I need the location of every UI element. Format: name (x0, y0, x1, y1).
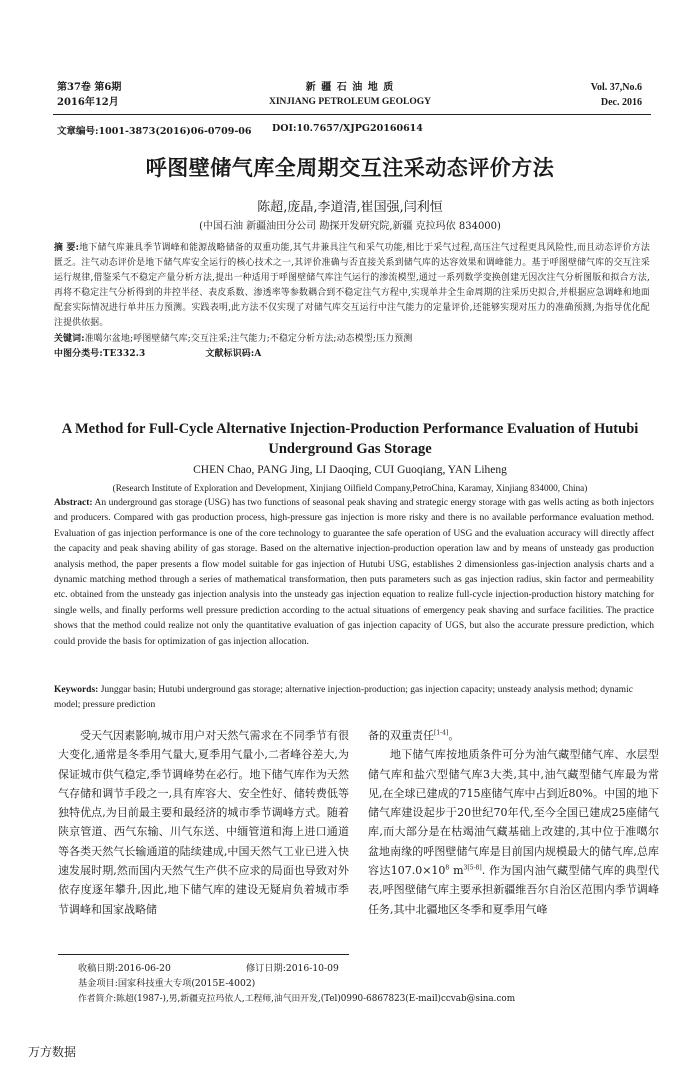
abstract-en-text: An underground gas storage (USG) has two functions of seasonal peak shaving and strategic energy storage with gas wells acting as both injectors and producers. Compared with gas production process, high-pressure gas injection is more risky and there is no available performance evaluation method. Evaluation of gas injection performance is one of the core technology to guarantee the safe operation of USG and the evaluation accuracy will directly affect the capacity and peak shaving ability of gas storage. Based on the alternative injection-production operation law and by means of unsteady gas production analysis method, the paper presents a flow model suitable for gas injection of Hutubi USG, establishes 2 dimensionless gas-injection analysis charts and a dynamic matching method through a series of mathematical transformation, then puts parameters such as gas injection radius, skin factor and permeability etc. obtained from the unsteady gas injection analysis into the unsteady gas injection equation to realize full-cycle injection-production history matching for single wells, and finally performs well pressure prediction according to the actual situations of emergency peak shaving and surface facilities. The practice shows that the method could realize not only the quantitative evaluation of gas injection capacity of UGS, but also the accurate pressure prediction, which could provide the basis for optimization of gas injection allocation. (54, 498, 654, 647)
received-date: 收稿日期:2016-06-20 (78, 963, 171, 974)
article-number: 文章编号:1001-3873(2016)06-0709-06 (57, 126, 252, 137)
journal-volume-en: Vol. 37,No.6 (590, 82, 642, 93)
journal-name-cn: 新 疆 石 油 地 质 (305, 82, 395, 93)
doc-code: A (254, 348, 262, 359)
abstract-cn (54, 241, 650, 362)
doc-code-label: 文献标识码: (205, 348, 255, 359)
abstract-cn-label: 摘 要: (54, 243, 80, 253)
body-paragraph: 受天气因素影响,城市用户对天然气需求在不同季节有很大变化,通常是冬季用气量大,夏季用气量小,二者峰谷差大,为保证城市供气稳定,季节调峰势在必行。地下储气库作为天然气存储和调节手段之一,具有库容大、安全性好、储转费低等独特优点,为目前最主要和最经济的城市季节调峰方式。随着陕京管道、西气东输、川气东送、中缅管道和海上进口通道等各类天然气长输通道的陆续建成,中国天然气工业已进入快速发展时期,然而国内天然气生产供不应求的局面也导致对外依存度逐年攀升,因此,地下储气库的建设无疑肩负着城市季节调峰和国家战略储 (58, 729, 349, 916)
keywords-cn: 准噶尔盆地;呼图壁储气库;交互注采;注气能力;不稳定分析方法;动态模型;压力预测 (84, 333, 413, 344)
affiliation-cn: (中国石油 新疆油田分公司 勘探开发研究院,新疆 克拉玛依 834000) (199, 221, 501, 232)
abstract-en (54, 496, 654, 650)
keywords-en-block (54, 683, 654, 714)
body-paragraph: 地下储气库按地质条件可分为油气藏型储气库、水层型储气库和盐穴型储气库3大类,其中,油气藏型储气库最为常见,在全球已建成的715座储气库中占到近80%。中国的地下储气库建设起步于20世纪70年代,至今全国已建成25座储气库,而大部分是在枯竭油气藏基础上改建的,其中位于准噶尔盆地南缘的呼图壁储气库是目前国内规模最大的储气库,总库容达$107.0\times 10^8$ $m^{3[5-8]}$. 作为国内油气藏型储气库的典型代表,呼图壁储气库主要承担新疆维吾尔自治区范围内季节调峰任务,其中北疆地区冬季和夏季用气峰 (368, 748, 659, 916)
citation: 3[5-8] (463, 864, 482, 872)
keywords-en-label: Keywords: (54, 685, 99, 695)
body-paragraph: 备的双重责任[1-4]。 (368, 729, 460, 742)
journal-date-en: Dec. 2016 (600, 97, 642, 108)
body-column-right (368, 726, 659, 919)
title-cn: 呼图壁储气库全周期交互注采动态评价方法 (145, 156, 555, 180)
authors-cn: 陈超,庞晶,李道清,崔国强,闫利恒 (257, 200, 443, 215)
watermark-text: 万方数据 (28, 1045, 77, 1059)
footnote-rule (58, 954, 349, 955)
keywords-en: Junggar basin; Hutubi underground gas storage; alternative injection-production; gas injection capacity; unsteady analysis method; dynamic model; pressure prediction (54, 685, 633, 711)
journal-volume-issue: 第37卷 第6期 (57, 82, 122, 93)
author-intro: 作者简介:陈超(1987-),男,新疆克拉玛依人,工程师,油气田开发,(Tel)0990-6867823(E-mail)ccvab@sina.com (78, 994, 516, 1004)
body-column-left (58, 726, 349, 919)
doi: DOI:10.7657/XJPG20160614 (272, 123, 423, 134)
header-rule (53, 114, 651, 115)
journal-date: 2016年12月 (57, 97, 119, 108)
clc-label: 中图分类号: (54, 348, 103, 359)
abstract-en-label: Abstract: (54, 498, 93, 508)
journal-name-en: XINJIANG PETROLEUM GEOLOGY (268, 97, 432, 107)
authors-en: CHEN Chao, PANG Jing, LI Daoqing, CUI Guoqiang, YAN Liheng (193, 464, 507, 476)
citation: [1-4] (434, 729, 449, 737)
affiliation-en: (Research Institute of Exploration and Development, Xinjiang Oilfield Company,PetroChina, Karamay, Xinjiang 834000, China) (112, 483, 588, 493)
keywords-cn-label: 关键词: (54, 333, 85, 344)
clc-code: TE332.3 (102, 348, 146, 359)
revised-date: 修订日期:2016-10-09 (246, 963, 339, 974)
fund-project: 基金项目:国家科技重大专项(2015E-4002) (78, 978, 256, 989)
title-en: A Method for Full-Cycle Alternative Injection-Production Performance Evaluation of Hutubi Underground Gas Storage (61, 421, 639, 457)
abstract-cn-text: 地下储气库兼具季节调峰和能源战略储备的双重功能,其气井兼具注气和采气功能,相比于采气过程,高压注气过程更具风险性,而且动态评价方法匮乏。注气动态评价是地下储气库安全运行的核心技术之一,其评价准确与否直接关系到储气库的达容效果和调峰能力。基于呼图壁储气库的交互注采运行规律,借鉴采气不稳定产量分析方法,提出一种适用于呼图壁储气库注气运行的渗流模型,通过一系列数学变换创建无因次注气分析图版和拟合方法,再将不稳定注气分析得到的井控半径、表皮系数、渗透率等参数耦合到不稳定注气方程中,实现单井全生命周期的注采历史拟合,并根据应急调峰和地面配套实际情况进行单井压力预测。实践表明,此方法不仅实现了对储气库交互运行中注气能力的定量评价,还能够实现对压力的准确预测,为指导优化配注提供依据。 (54, 243, 650, 329)
